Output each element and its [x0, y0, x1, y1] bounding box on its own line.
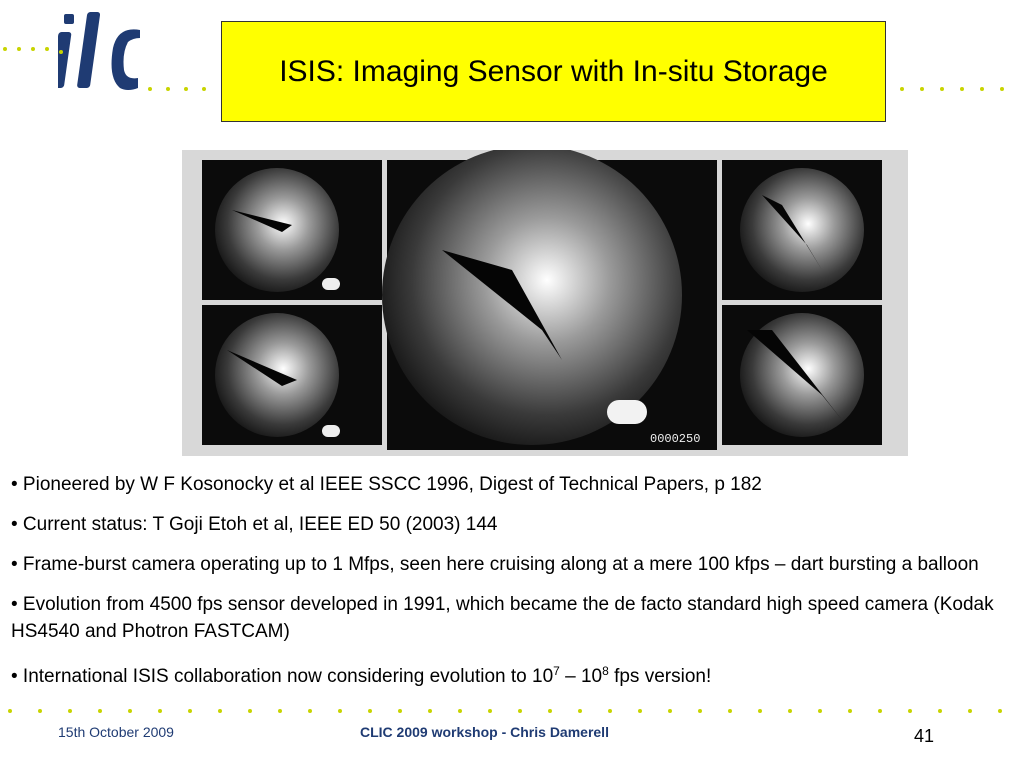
bullet-text-prefix: • International ISIS collaboration now considering evolution to 10 — [11, 666, 554, 687]
bullet-item: • Evolution from 4500 fps sensor developed in 1991, which became the de facto standard high speed camera (Kodak HS4540 and Photron FASTCAM) — [11, 594, 994, 642]
ilc-logo — [58, 8, 143, 100]
bullet-text-middle: – 10 — [559, 666, 603, 687]
bullet-list — [11, 471, 1011, 703]
dotted-line-top-right — [895, 86, 1020, 92]
exponent-7: 7 — [553, 664, 560, 678]
dotted-line-top-left — [2, 46, 62, 52]
slide-title: ISIS: Imaging Sensor with In-situ Storage — [279, 54, 828, 88]
page-number: 41 — [914, 726, 935, 746]
bullet-text-suffix: fps version! — [608, 666, 712, 687]
slide-title-box — [221, 21, 886, 122]
bullet-item: • Frame-burst camera operating up to 1 Mfps, seen here cruising along at a mere 100 kfps – dart bursting a balloon — [11, 554, 979, 575]
footer-date: 15th October 2009 — [58, 724, 174, 740]
exponent-8: 8 — [602, 664, 609, 678]
dotted-line-bottom — [0, 708, 1024, 714]
frame-counter: 0000250 — [650, 432, 701, 446]
footer-event: CLIC 2009 workshop - Chris Damerell — [360, 724, 609, 740]
camera-frames-photo — [182, 150, 908, 456]
dotted-line-top-mid — [145, 86, 221, 92]
bullet-item — [11, 658, 1011, 690]
bullet-item: • Pioneered by W F Kosonocky et al IEEE SSCC 1996, Digest of Technical Papers, p 182 — [11, 474, 762, 495]
bullet-item: • Current status: T Goji Etoh et al, IEEE ED 50 (2003) 144 — [11, 514, 498, 535]
